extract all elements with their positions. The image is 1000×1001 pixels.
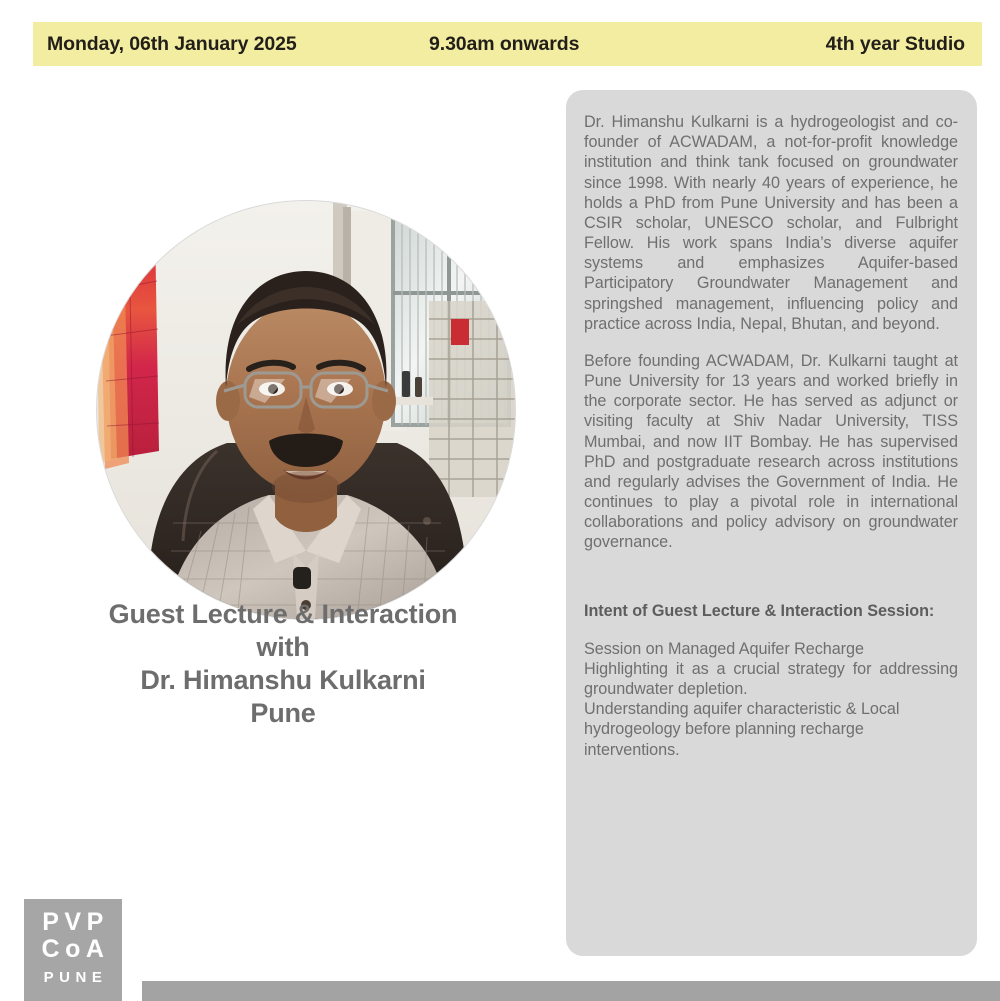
banner-venue: 4th year Studio [825,32,965,55]
event-banner [33,22,982,66]
pvp-coa-pune-logo [24,899,122,1001]
lecture-title-line-4: Pune [250,697,316,728]
intent-body [584,639,958,760]
speaker-portrait [97,201,515,619]
lecture-title [0,598,566,730]
lecture-title-line-2: with [256,631,310,662]
portrait-illustration [97,201,515,619]
intent-line-1: Session on Managed Aquifer Recharge [584,639,864,658]
bio-paragraph-2: Before founding ACWADAM, Dr. Kulkarni taught at Pune University for 13 years and worked briefly in the corporate sector. He has served as adjunct or visiting faculty at Shiv Nadar University, TISS Mumbai, and now IIT Bombay. He has supervised PhD and postgraduate research across institutions and regularly advises the Government of India. He continues to play a pivotal role in international collaborations and policy advisory on groundwater governance. [584,351,958,552]
intent-line-2: Highlighting it as a crucial strategy for addressing groundwater depletion. [584,659,958,699]
bio-paragraph-1: Dr. Himanshu Kulkarni is a hydrogeologist and co-founder of ACWADAM, a not-for-profit knowledge institution and think tank focused on groundwater since 1998. With nearly 40 years of experience, he holds a PhD from Pune University and has been a CSIR scholar, UNESCO scholar, and Fulbright Fellow. His work spans India’s diverse aquifer systems and emphasizes Aquifer-based Participatory Groundwater Management and springshed management, influencing policy and practice across India, Nepal, Bhutan, and beyond. [584,113,958,333]
banner-time: 9.30am onwards [429,32,580,55]
lecture-title-line-3: Dr. Himanshu Kulkarni [140,664,426,695]
speaker-info-panel [566,90,977,956]
logo-line-pvp: PVP [42,908,109,936]
bottom-accent-bar [142,981,1000,1001]
banner-date: Monday, 06th January 2025 [47,32,297,55]
intent-line-3: Understanding aquifer characteristic & Local hydrogeology before planning recharge interventions. [584,700,900,759]
logo-line-coa: CoA [41,935,110,963]
lecture-title-line-1: Guest Lecture & Interaction [108,599,458,629]
logo-line-pune: PUNE [43,969,108,986]
left-column [0,90,566,960]
intent-heading: Intent of Guest Lecture & Interaction Session: [584,601,935,620]
